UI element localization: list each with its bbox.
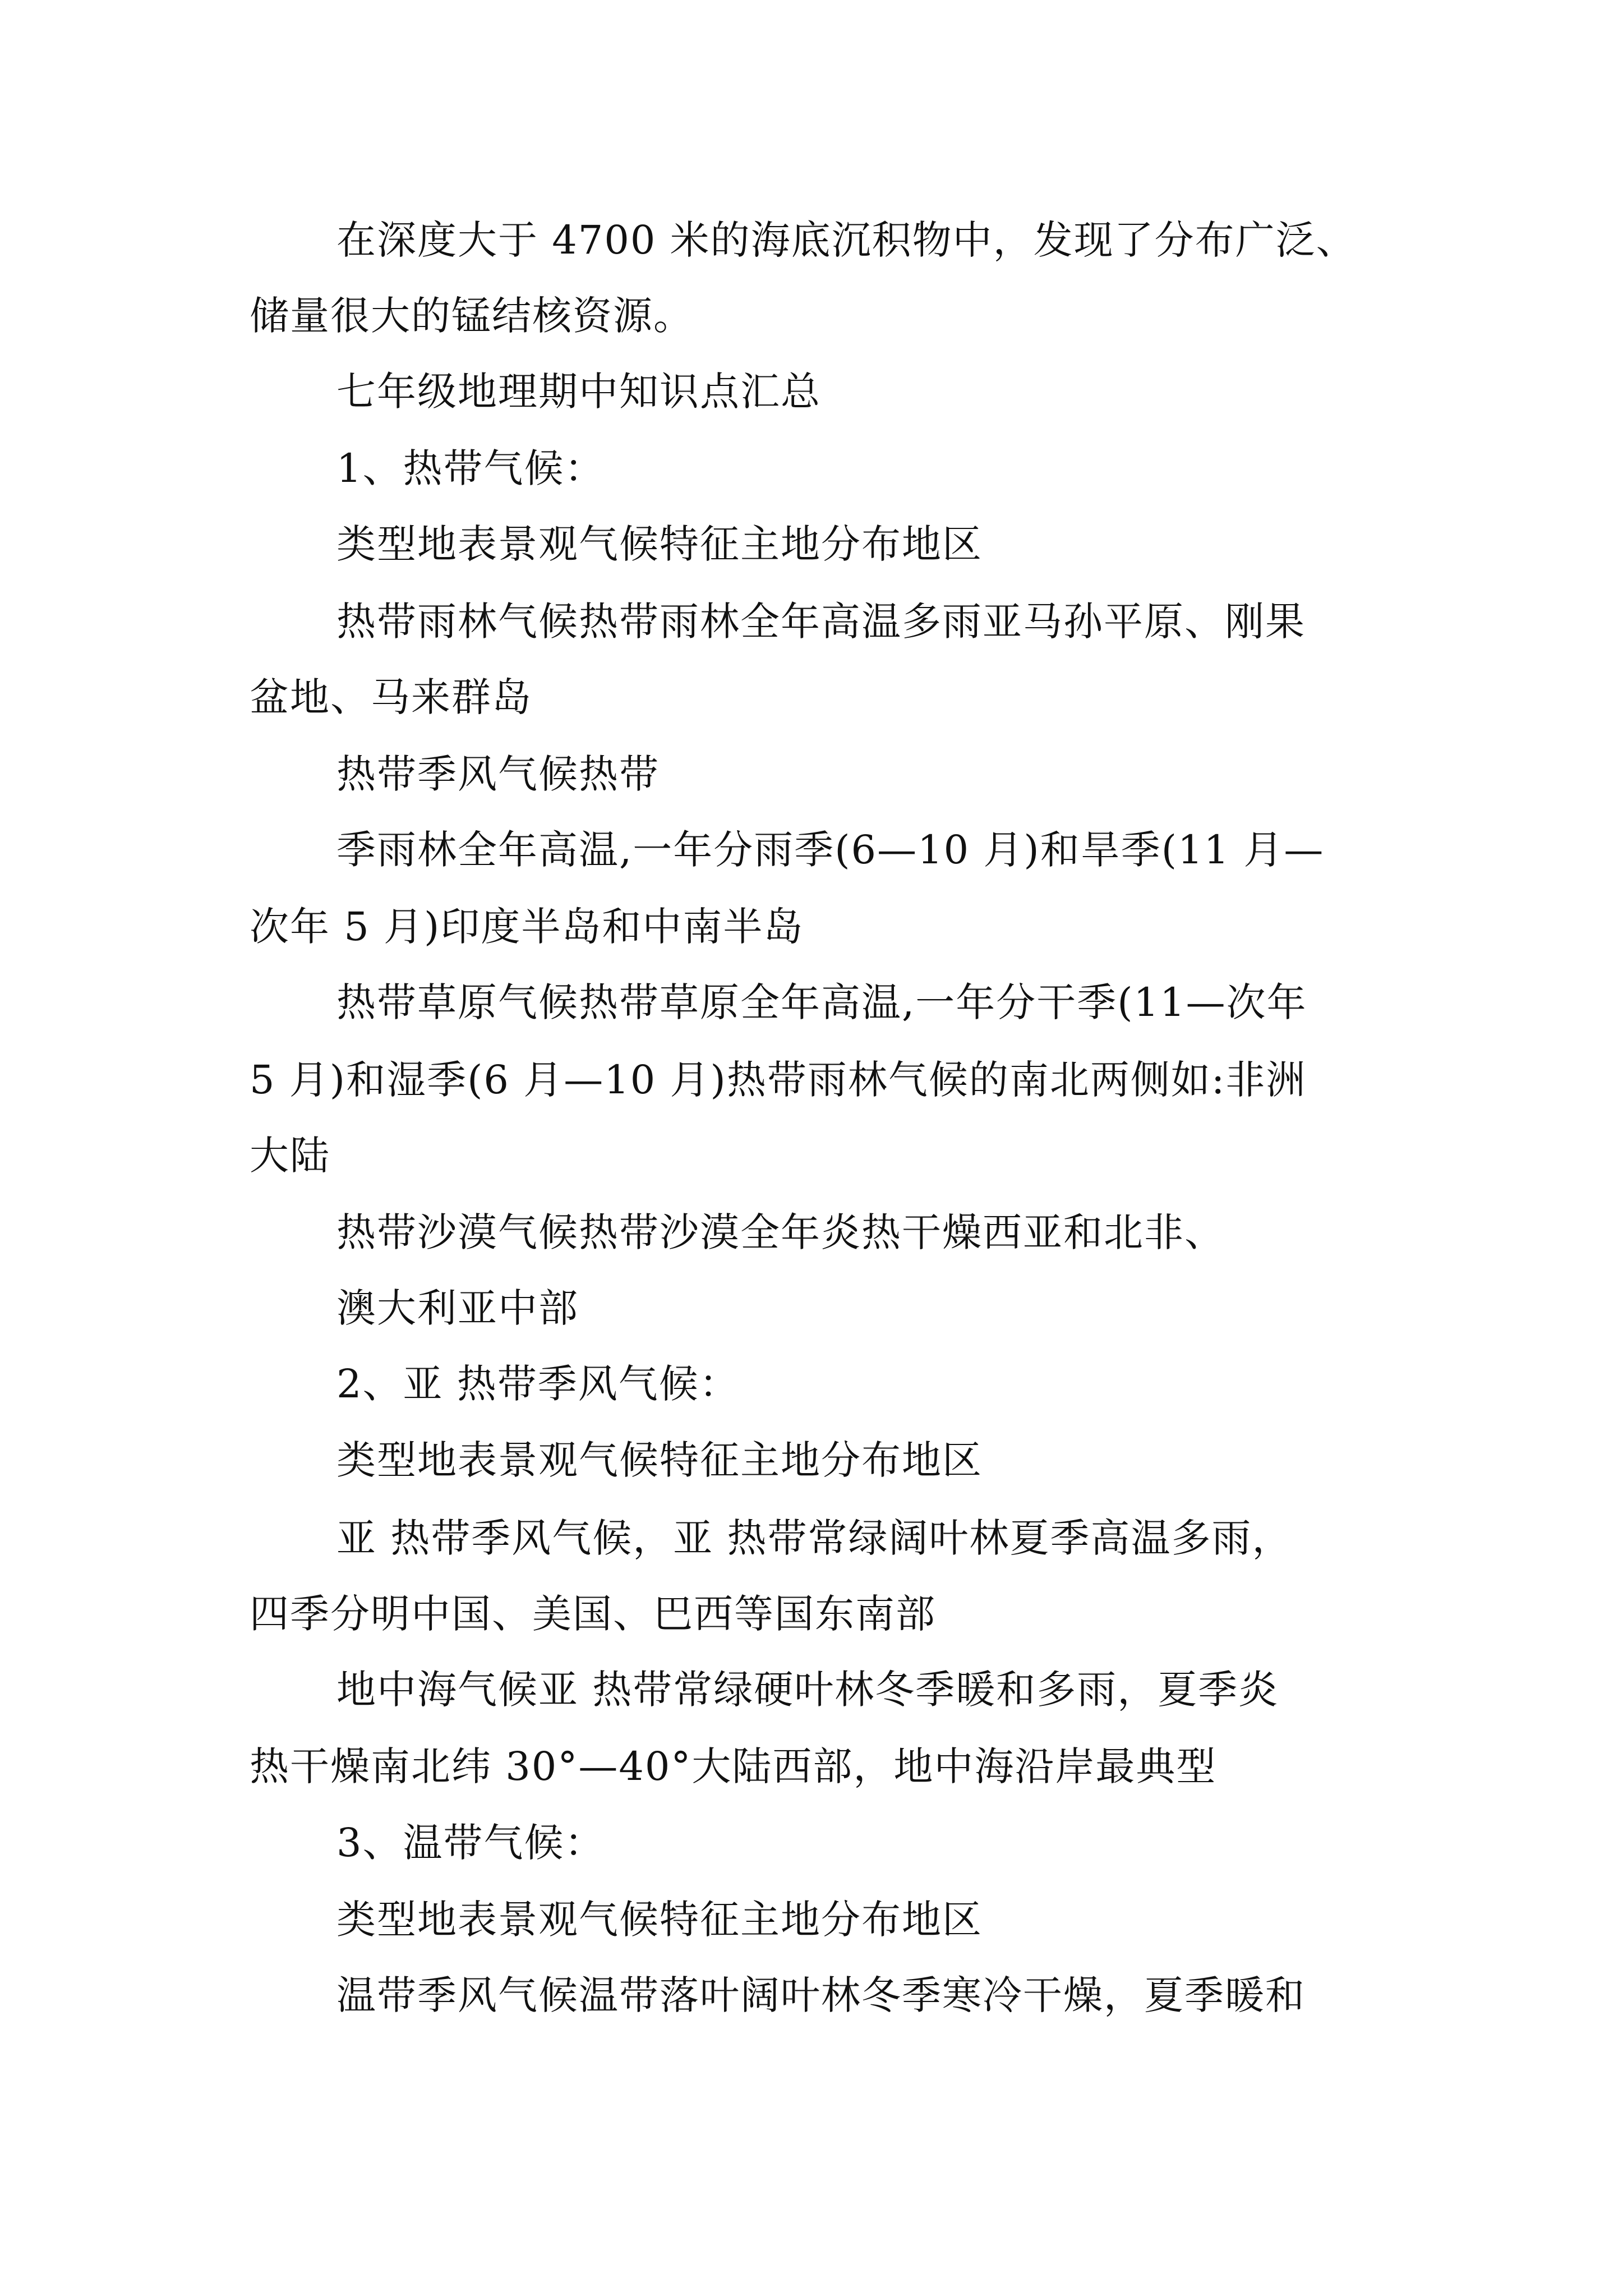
text-line: 热带季风气候热带 [336,751,660,797]
section-heading: 3、温带气候： [336,1820,605,1866]
text-line: 热带草原气候热带草原全年高温,一年分干季(11—次年 [336,979,1307,1025]
text-line: 次年 5 月)印度半岛和中南半岛 [250,904,804,950]
text-line: 在深度大于 4700 米的海底沉积物中，发现了分布广泛、 [336,217,1357,263]
text-line: 热干燥南北纬 30°—40°大陆西部，地中海沿岸最典型 [250,1743,1217,1789]
text-line: 热带雨林气候热带雨林全年高温多雨亚马孙平原、刚果 [336,599,1306,645]
section-heading: 1、热带气候： [336,445,605,491]
text-line: 亚 热带季风气候，亚 热带常绿阔叶林夏季高温多雨， [336,1515,1293,1561]
text-line: 澳大利亚中部 [336,1285,579,1331]
text-line: 热带沙漠气候热带沙漠全年炎热干燥西亚和北非、 [336,1209,1225,1255]
section-heading: 2、亚 热带季风气候： [336,1361,740,1407]
table-header-line: 类型地表景观气候特征主地分布地区 [336,1437,983,1483]
text-line: 储量很大的锰结核资源。 [250,293,694,339]
text-line: 5 月)和湿季(6 月—10 月)热带雨林气候的南北两侧如:非洲 [250,1057,1307,1103]
text-line: 温带季风气候温带落叶阔叶林冬季寒冷干燥，夏季暖和 [336,1972,1306,2018]
text-line: 大陆 [250,1133,330,1179]
text-line: 盆地、马来群岛 [250,674,532,720]
table-header-line: 类型地表景观气候特征主地分布地区 [336,521,983,567]
text-line: 季雨林全年高温,一年分雨季(6—10 月)和旱季(11 月— [336,827,1325,873]
text-line: 地中海气候亚 热带常绿硬叶林冬季暖和多雨，夏季炎 [336,1667,1279,1713]
text-line: 四季分明中国、美国、巴西等国东南部 [250,1591,936,1637]
table-header-line: 类型地表景观气候特征主地分布地区 [336,1897,983,1943]
section-title: 七年级地理期中知识点汇总 [336,369,821,415]
